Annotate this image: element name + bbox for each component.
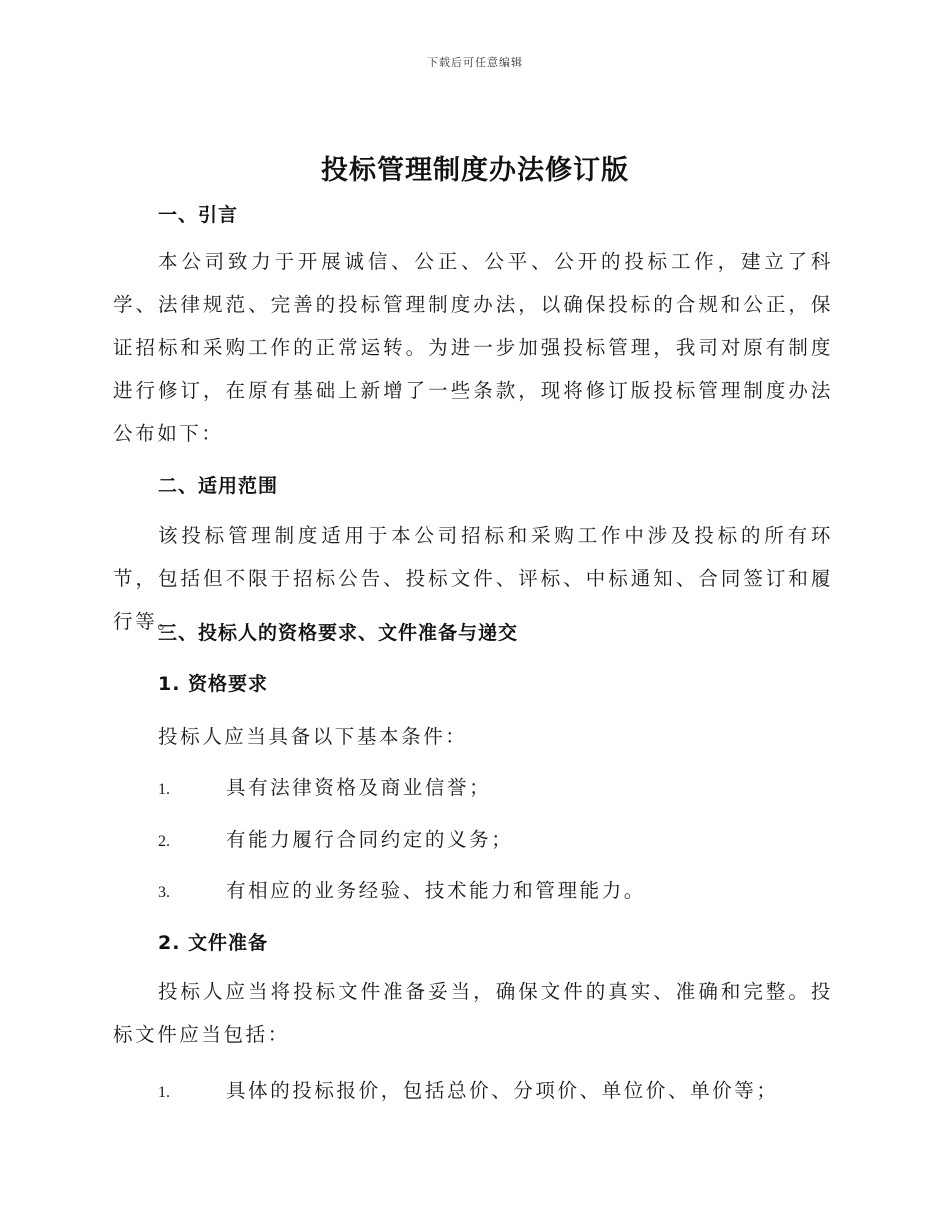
list-item-text: 有能力履行合同约定的义务；: [226, 828, 514, 851]
list-item-number: 1.: [158, 781, 170, 798]
list-item-text: 具体的投标报价，包括总价、分项价、单位价、单价等；: [226, 1079, 779, 1102]
page-header-note: 下载后可任意编辑: [427, 56, 523, 69]
qualification-intro: 投标人应当具备以下基本条件：: [158, 725, 468, 748]
list-item-number: 1.: [158, 1084, 170, 1101]
list-item-number: 2.: [158, 833, 170, 850]
subsection-heading-document-preparation: 2. 文件准备: [158, 932, 269, 954]
list-item: [158, 824, 513, 852]
list-item: [158, 875, 646, 903]
subsection-heading-qualification: 1. 资格要求: [158, 673, 269, 695]
paragraph-document-preparation: 投标人应当将投标文件准备妥当，确保文件的真实、准确和完整。投标文件应当包括：: [113, 980, 833, 1046]
list-item-text: 具有法律资格及商业信誉；: [226, 776, 492, 799]
section-heading-bidder-requirements: 三、投标人的资格要求、文件准备与递交: [158, 622, 519, 644]
list-item-number: 3.: [158, 884, 170, 901]
list-item: [158, 1075, 779, 1103]
section-heading-scope: 二、适用范围: [158, 475, 279, 497]
section-heading-introduction: 一、引言: [158, 204, 239, 226]
paragraph-scope: 该投标管理制度适用于本公司招标和采购工作中涉及投标的所有环节，包括但不限于招标公告、投标文件、评标、中标通知、合同签订和履行等。: [113, 524, 833, 633]
list-item-text: 有相应的业务经验、技术能力和管理能力。: [226, 879, 646, 902]
list-item: [158, 772, 491, 800]
paragraph-introduction: 本公司致力于开展诚信、公正、公平、公开的投标工作，建立了科学、法律规范、完善的投标管理制度办法，以确保投标的合规和公正，保证招标和采购工作的正常运转。为进一步加强投标管理，我司对原有制度进行修订，在原有基础上新增了一些条款，现将修订版投标管理制度办法公布如下：: [113, 250, 833, 445]
document-title: 投标管理制度办法修订版: [321, 155, 629, 186]
